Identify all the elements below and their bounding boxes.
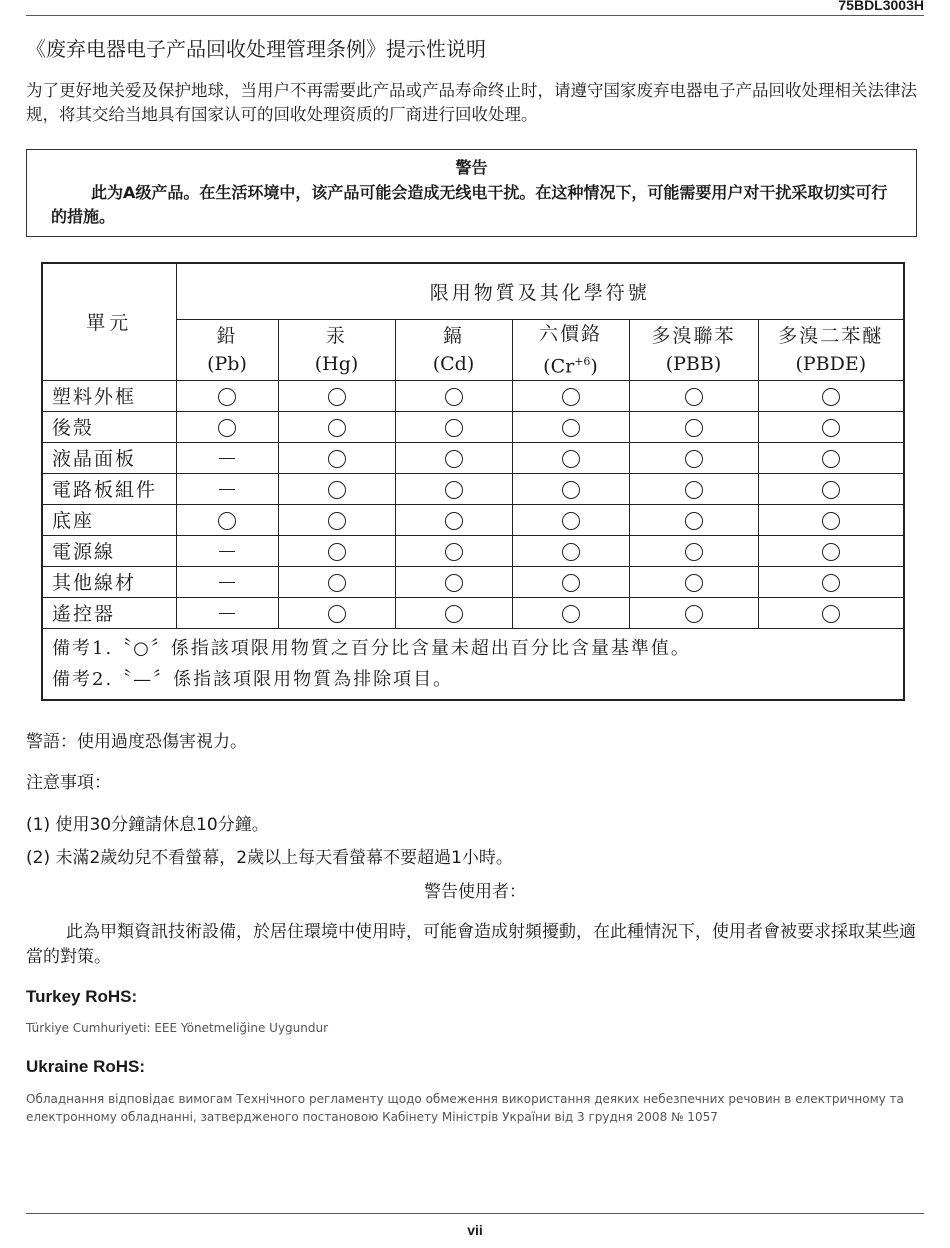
substance-status-cell: [176, 473, 278, 504]
user-warning-title: 警告使用者：: [424, 882, 526, 902]
compliant-circle-icon: [328, 605, 346, 623]
notice-title: 注意事項：: [26, 773, 111, 793]
compliant-circle-icon: [822, 450, 840, 468]
compliant-circle-icon: [562, 512, 580, 530]
page-number: vii: [467, 1222, 483, 1238]
part-name: 液晶面板: [42, 442, 176, 473]
substance-name: 多溴聯苯: [651, 324, 736, 347]
substance-column-header: [176, 319, 278, 380]
turkey-rohs-text: Türkiye Cumhuriyeti: EEE Yönetmeliğine Uygundur: [26, 1021, 329, 1035]
compliant-circle-icon: [328, 481, 346, 499]
substance-status-cell: [278, 566, 395, 597]
compliant-circle-icon: [822, 388, 840, 406]
compliant-circle-icon: [562, 388, 580, 406]
compliant-circle-icon: [445, 512, 463, 530]
substance-column-header: [512, 319, 629, 380]
rohs-substance-table: [41, 262, 905, 701]
compliant-circle-icon: [328, 450, 346, 468]
class-a-warning-box: [26, 149, 917, 237]
compliant-circle-icon: [562, 481, 580, 499]
compliant-circle-icon: [562, 450, 580, 468]
substance-status-cell: [176, 535, 278, 566]
substance-status-cell: [395, 535, 512, 566]
intro-paragraph: 为了更好地关爱及保护地球，当用户不再需要此产品或产品寿命终止时，请遵守国家废弃电器电子产品回收处理相关法律法规，将其交给当地具有国家认可的回收处理资质的厂商进行回收处理。: [26, 81, 917, 124]
compliant-circle-icon: [685, 419, 703, 437]
substance-status-cell: [629, 411, 758, 442]
compliant-circle-icon: [445, 419, 463, 437]
substance-status-cell: [278, 504, 395, 535]
compliant-circle-icon: [445, 388, 463, 406]
substance-status-cell: [758, 473, 904, 504]
turkey-rohs-heading: Turkey RoHS:: [26, 987, 138, 1006]
compliant-circle-icon: [328, 388, 346, 406]
substance-status-cell: [629, 597, 758, 628]
compliant-circle-icon: [822, 481, 840, 499]
substance-status-cell: [758, 380, 904, 411]
substance-status-cell: [629, 566, 758, 597]
compliant-circle-icon: [685, 574, 703, 592]
compliant-circle-icon: [328, 543, 346, 561]
exempt-dash-icon: [219, 458, 235, 459]
substance-status-cell: [512, 473, 629, 504]
user-warning-body: 此為甲類資訊技術設備，於居住環境中使用時，可能會造成射頻擾動，在此種情況下，使用者會被要求採取某些適當的對策。: [26, 922, 916, 967]
unit-header: 單元: [42, 263, 176, 380]
substance-status-cell: [395, 566, 512, 597]
substance-column-header: [278, 319, 395, 380]
ukraine-rohs-heading: Ukraine RoHS:: [26, 1057, 146, 1076]
substance-status-cell: [395, 380, 512, 411]
substance-status-cell: [176, 597, 278, 628]
substance-status-cell: [629, 535, 758, 566]
notice-item-2: (2) 未滿2歲幼兒不看螢幕，2歲以上每天看螢幕不要超過1小時。: [26, 848, 513, 868]
compliant-circle-icon: [445, 574, 463, 592]
compliant-circle-icon: [822, 419, 840, 437]
exempt-dash-icon: [219, 489, 235, 490]
part-name: 其他線材: [42, 566, 176, 597]
compliant-circle-icon: [445, 605, 463, 623]
substance-column-header: [629, 319, 758, 380]
table-row: [42, 535, 904, 566]
compliant-circle-icon: [562, 574, 580, 592]
substance-status-cell: [758, 504, 904, 535]
substance-status-cell: [176, 411, 278, 442]
substance-status-cell: [512, 566, 629, 597]
compliant-circle-icon: [685, 512, 703, 530]
substance-status-cell: [278, 473, 395, 504]
substance-status-cell: [512, 597, 629, 628]
substance-group-header: 限用物質及其化學符號: [176, 263, 904, 319]
exempt-dash-icon: [219, 551, 235, 552]
substance-status-cell: [512, 535, 629, 566]
compliant-circle-icon: [822, 512, 840, 530]
substance-symbol: $(Cr^{+6})$: [543, 354, 598, 377]
compliant-circle-icon: [822, 605, 840, 623]
substance-status-cell: [176, 566, 278, 597]
compliant-circle-icon: [822, 574, 840, 592]
table-row: [42, 442, 904, 473]
substance-status-cell: [758, 597, 904, 628]
substance-symbol: (Cd): [432, 352, 475, 375]
substance-status-cell: [176, 504, 278, 535]
compliant-circle-icon: [562, 419, 580, 437]
warning-body: 此为A级产品。在生活环境中，该产品可能会造成无线电干扰。在这种情况下，可能需要用户对干扰采取切实可行的措施。: [51, 183, 888, 226]
substance-status-cell: [758, 442, 904, 473]
substance-status-cell: [629, 442, 758, 473]
part-name: 底座: [42, 504, 176, 535]
substance-status-cell: [278, 380, 395, 411]
substance-status-cell: [176, 442, 278, 473]
page-title: 《废弃电器电子产品回收处理管理条例》提示性说明: [26, 37, 486, 61]
notice-item-1: (1) 使用30分鐘請休息10分鐘。: [26, 815, 269, 835]
compliant-circle-icon: [445, 450, 463, 468]
compliant-circle-icon: [218, 419, 236, 437]
part-name: 電源線: [42, 535, 176, 566]
compliant-circle-icon: [445, 481, 463, 499]
substance-status-cell: [512, 411, 629, 442]
part-name: 遙控器: [42, 597, 176, 628]
table-row: [42, 504, 904, 535]
substance-column-header: [395, 319, 512, 380]
compliant-circle-icon: [685, 605, 703, 623]
substance-status-cell: [278, 535, 395, 566]
compliant-circle-icon: [822, 543, 840, 561]
substance-symbol: (Hg): [314, 352, 359, 375]
warning-title: 警告: [455, 158, 488, 177]
substance-status-cell: [512, 504, 629, 535]
compliant-circle-icon: [685, 543, 703, 561]
substance-status-cell: [278, 442, 395, 473]
part-name: 後殼: [42, 411, 176, 442]
substance-status-cell: [395, 597, 512, 628]
compliant-circle-icon: [328, 512, 346, 530]
substance-status-cell: [629, 380, 758, 411]
table-row: [42, 411, 904, 442]
ukraine-rohs-text: Обладнання відповідає вимогам Технічного регламенту щодо обмеження використання деяких небезпечних речовин в електричному та електронному обладнанні, затвердженого постановою Кабінету Міністрів України від 3 грудня 2008 № 1057: [26, 1092, 904, 1124]
exempt-dash-icon: [219, 613, 235, 614]
compliant-circle-icon: [562, 543, 580, 561]
note-2: 備考2.〝—〞係指該項限用物質為排除項目。: [52, 668, 454, 690]
table-row: [42, 473, 904, 504]
substance-status-cell: [512, 380, 629, 411]
footer-rule: [26, 1213, 924, 1214]
compliant-circle-icon: [562, 605, 580, 623]
substance-status-cell: [395, 473, 512, 504]
header-rule: [26, 15, 924, 16]
substance-symbol: (PBDE): [795, 352, 867, 375]
vision-warning: 警語：使用過度恐傷害視力。: [26, 732, 247, 752]
substance-status-cell: [278, 597, 395, 628]
table-notes: [42, 628, 904, 700]
note-1: 備考1.〝○〞係指該項限用物質之百分比含量未超出百分比含量基準值。: [52, 637, 691, 659]
part-name: 塑料外框: [42, 380, 176, 411]
substance-status-cell: [176, 380, 278, 411]
compliant-circle-icon: [685, 481, 703, 499]
compliant-circle-icon: [218, 388, 236, 406]
compliant-circle-icon: [685, 450, 703, 468]
exempt-dash-icon: [219, 582, 235, 583]
table-row: [42, 380, 904, 411]
substance-status-cell: [278, 411, 395, 442]
part-name: 電路板組件: [42, 473, 176, 504]
compliant-circle-icon: [328, 419, 346, 437]
compliant-circle-icon: [685, 388, 703, 406]
table-row: [42, 566, 904, 597]
substance-column-header: [758, 319, 904, 380]
substance-status-cell: [629, 473, 758, 504]
substance-name: 鎘: [442, 324, 464, 347]
substance-name: 汞: [325, 324, 347, 347]
substance-symbol: (Pb): [207, 352, 247, 375]
substance-status-cell: [758, 535, 904, 566]
compliant-circle-icon: [218, 512, 236, 530]
compliant-circle-icon: [328, 574, 346, 592]
substance-status-cell: [512, 442, 629, 473]
model-number: 75BDL3003H: [838, 0, 924, 13]
substance-status-cell: [395, 504, 512, 535]
substance-name: 多溴二苯醚: [778, 324, 884, 347]
substance-status-cell: [395, 411, 512, 442]
substance-status-cell: [629, 504, 758, 535]
substance-name: 鉛: [216, 324, 238, 347]
compliant-circle-icon: [445, 543, 463, 561]
substance-status-cell: [395, 442, 512, 473]
substance-symbol: (PBB): [665, 352, 722, 375]
substance-status-cell: [758, 411, 904, 442]
substance-status-cell: [758, 566, 904, 597]
substance-name: 六價鉻: [538, 322, 602, 345]
table-row: [42, 597, 904, 628]
